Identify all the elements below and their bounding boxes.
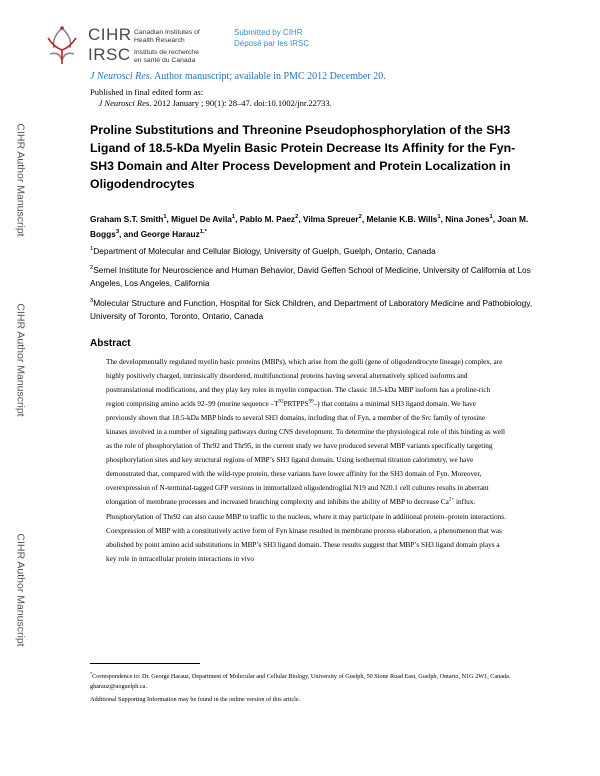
author: Nina Jones	[445, 214, 490, 224]
logo-french-name: Instituts de recherche en santé du Canada	[134, 49, 199, 64]
author: Miguel De Avila	[171, 214, 232, 224]
correspondence-footnote: *Correspondence to: Dr. George Harauz, Department of Molecular and Cellular Biology, University of Guelph, 50 Stone Road East, Guelph, Ontario, N1G 2W1, Canada. gharauz@uoguelph.ca.	[90, 670, 511, 690]
published-label: Published in final edited form as:	[90, 87, 204, 97]
author: George Harauz	[140, 229, 200, 239]
side-label-2: CIHR Author Manuscript	[15, 303, 27, 417]
side-label-3: CIHR Author Manuscript	[15, 533, 27, 647]
footnote-divider	[90, 663, 200, 664]
author-manuscript-note: J Neurosci Res. Author manuscript; available in PMC 2012 December 20.	[90, 71, 386, 82]
side-label-1: CIHR Author Manuscript	[15, 123, 27, 237]
submitted-by-label: Submitted by CIHR Déposé par les IRSC	[234, 28, 310, 48]
author: Vilma Spreuer	[302, 214, 359, 224]
abstract-body: The developmentally regulated myelin basic proteins (MBPs), which arise from the golli (gene of oligodendrocyte lineage) complex, are highly positively charged, intrinsically disordered, multifunctional proteins having several alternatively spliced isoforms and posttranslational modifications, and they play key roles in myelin compaction. The classic 18.5-kDa MBP isoform has a proline-rich region comprising amino acids 92–99 (murine sequence $-T^{92}PRTPPS^{99}-$) that contains a minimal SH3 ligand domain. We have previously shown that 18.5-kDa MBP binds to several SH3 domains, including that of Fyn, a member of the Src family of tyrosine kinases involved in a number of signaling pathways during CNS development. To determine the physiological role of this binding as well as the role of phosphorylation of Thr92 and Thr95, in the current study we have produced several MBP variants specifically targeting phosphorylation sites and key structural regions of MBP’s SH3 ligand domain. Using isothermal titration calorimetry, we have demonstrated that, compared with the wild-type protein, these variants have lower affinity for the SH3 domain of Fyn. Moreover, overexpression of N-terminal-tagged GFP versions in immortalized oligodendroglial N19 and N20.1 cell cultures results in aberrant elongation of membrane processes and increased branching complexity and inhibits the ability of MBP to decrease $Ca^{2+}$ influx. Phosphorylation of Thr92 can also cause MBP to traffic to the nucleus, where it may participate in additional protein–protein interactions. Coexpression of MBP with a constitutively active form of Fyn kinase resulted in membrane process elaboration, a phenomenon that was abolished by point amino acid substitutions in MBP’s SH3 ligand domain. These results suggest that MBP’s SH3 ligand domain plays a key role in intracellular protein interactions in vivo	[106, 358, 506, 563]
paper-title: Proline Substitutions and Threonine Pseudophosphorylation of the SH3 Ligand of 18.5-kDa Myelin Basic Protein Decrease Its Affinity for the Fyn-SH3 Domain and Alter Process Development and Protein Localization in Oligodendrocytes	[90, 123, 516, 191]
logo-cihr-text: CIHR	[88, 25, 132, 44]
citation: J Neurosci Res. 2012 January ; 90(1): 28–47. doi:10.1002/jnr.22733.	[98, 98, 332, 108]
author: Pablo M. Paez	[239, 214, 296, 224]
logo-irsc-text: IRSC	[88, 45, 131, 64]
supporting-info-footnote: Additional Supporting Information may be found in the online version of this article.	[90, 696, 301, 703]
affiliation-1: $^1$Department of Molecular and Cellular Biology, University of Guelph, Guelph, Ontario, Canada	[90, 246, 436, 256]
author: Joan M. Boggs	[90, 214, 529, 239]
author-list: Graham S.T. Smith$^1$, Miguel De Avila$^1$, Pablo M. Paez$^2$, Vilma Spreuer$^2$, Melanie K.B. Wills$^1$, Nina Jones$^1$, Joan M. Boggs$^3$, and George Harauz$^{1,*}$	[90, 214, 529, 239]
author: Graham S.T. Smith	[90, 214, 164, 224]
logo-english-name: Canadian Institutes of Health Research	[134, 29, 200, 44]
abstract-heading: Abstract	[90, 338, 131, 349]
affiliation-3: $^3$Molecular Structure and Function, Hospital for Sick Children, and Department of Laboratory Medicine and Pathobiology, University of Toronto, Toronto, Ontario, Canada	[90, 298, 533, 321]
cihr-leaf-logo-icon	[42, 24, 82, 66]
affiliation-2: $^2$Semel Institute for Neuroscience and Human Behavior, David Geffen School of Medicine, University of California at Los Angeles, Los Angeles, California	[90, 265, 531, 288]
author: Melanie K.B. Wills	[366, 214, 438, 224]
